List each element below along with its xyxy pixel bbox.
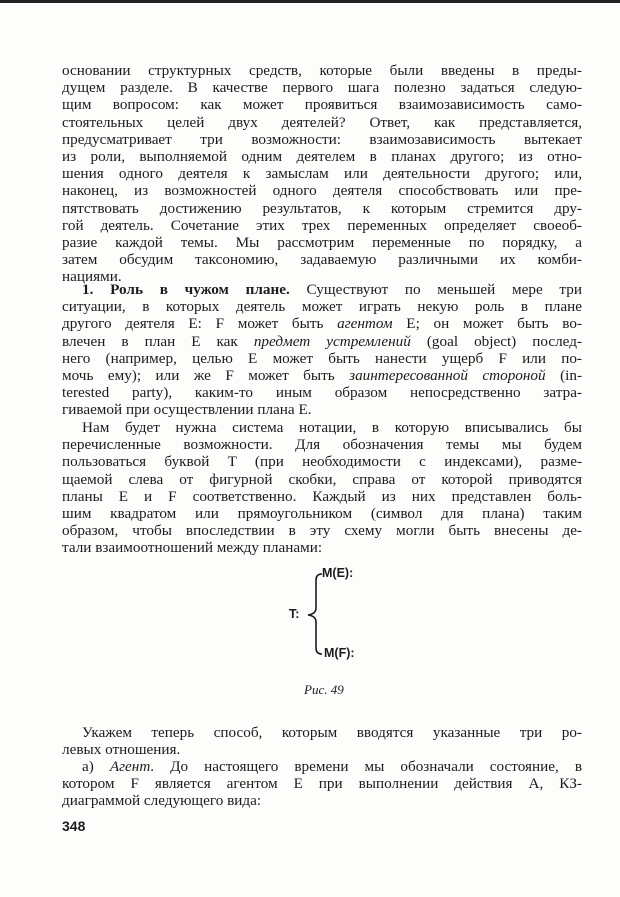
text-line — [62, 315, 582, 332]
text-line: Укажем теперь способ, которым вводятся указанные три ро- — [82, 724, 582, 741]
text-run: (goal object) послед- — [410, 332, 582, 350]
text-run: мочь ему); или же F может быть — [62, 366, 350, 384]
figure-caption: Рис. 49 — [304, 682, 344, 697]
emphasis-term: заинтересованной стороной — [349, 366, 546, 384]
text-line: из роли, выполняемой одним деятелем в планах другого; из отно- — [62, 147, 582, 165]
text-run: E; он может быть во- — [392, 315, 582, 333]
figure-49-diagram — [280, 560, 400, 670]
text-line: перечисленные возможности. Для обозначения темы мы будем — [62, 436, 582, 454]
text-run: а) — [82, 758, 110, 775]
text-line: левых отношения. — [62, 741, 181, 759]
paragraph-intro — [62, 62, 582, 285]
paragraph-role-relations — [62, 724, 582, 758]
text-run: . До настоящего времени мы обозначали состояние, в — [150, 758, 582, 775]
text-line: наконец, из возможностей одного деятеля способствовать или пре- — [62, 182, 582, 200]
text-line: гиваемой при осуществлении плана E. — [62, 401, 312, 419]
text-line: затем обсудим таксономию, задаваемую различными их комби- — [62, 251, 582, 269]
scan-edge — [0, 0, 620, 3]
plan-e-label: M(E): — [322, 566, 354, 580]
text-run: Существуют по меньшей мере три — [289, 281, 582, 298]
plan-f-label: M(F): — [324, 646, 355, 660]
text-line: пользоваться буквой T (при необходимости с индексами), разме- — [62, 453, 582, 471]
text-line: диаграммой следующего вида: — [62, 792, 262, 810]
text-line: terested party), каким-то иным образом непосредственно затра- — [62, 384, 582, 402]
text-line: тали взаимоотношений между планами: — [62, 539, 323, 557]
emphasis-term: агентом — [337, 315, 393, 333]
text-line: котором F является агентом E при выполнении действия A, КЗ- — [62, 775, 582, 793]
text-line: него (например, целью E может быть нанести ущерб F или по- — [62, 349, 582, 367]
emphasis-term: предмет устремлений — [253, 332, 411, 350]
text-line — [62, 367, 582, 384]
text-line: Нам будет нужна система нотации, в которую вписывались бы — [82, 419, 582, 436]
paragraph-agent — [62, 758, 582, 810]
theme-label: T: — [289, 607, 300, 621]
text-line: основании структурных средств, которые были введены в преды- — [62, 62, 582, 79]
text-line — [62, 281, 582, 298]
text-line: шения одного деятеля к замыслам или деятельности другого; или, — [62, 165, 582, 183]
text-run: (in- — [545, 366, 582, 384]
text-line: ситуации, в которых деятель может играть некую роль в плане — [62, 298, 582, 316]
text-line: дущем разделе. В качестве первого шага полезно задаться следую- — [62, 79, 582, 97]
text-run: другого деятеля E: F может быть — [62, 315, 338, 333]
text-line: щим вопросом: как может проявиться взаимозависимость само- — [62, 96, 582, 114]
paragraph-notation — [62, 419, 582, 557]
text-line: шим квадратом или прямоугольником (символ для плана) таким — [62, 504, 582, 522]
emphasis-term: Агент — [109, 758, 151, 775]
section-heading: 1. Роль в чужом плане. — [82, 281, 290, 298]
text-line: планы E и F соответственно. Каждый из них представлен боль- — [62, 487, 582, 505]
text-line — [62, 758, 582, 775]
text-run: влечен в план E как — [62, 332, 254, 350]
text-line: предусматривает три возможности: взаимозависимость вытекает — [62, 130, 582, 148]
text-line: стоятельных целей двух деятелей? Ответ, как представляется, — [62, 113, 582, 131]
page-number: 348 — [62, 818, 86, 834]
text-line: образом, чтобы впоследствии в эту схему могли быть внесены де- — [62, 522, 582, 540]
text-line: нациями. — [62, 268, 122, 286]
text-line: пятствовать достижению результатов, к которым стремится дру- — [62, 199, 582, 217]
paragraph-role-in-other-plan — [62, 281, 582, 419]
text-line: разие каждой темы. Мы рассмотрим переменные по порядку, а — [62, 233, 582, 251]
text-line: гой деятель. Сочетание этих трех переменных определяет своеоб- — [62, 216, 582, 234]
text-line — [62, 333, 582, 350]
text-line: щаемой слева от фигурной скобки, справа от которой приводятся — [62, 470, 582, 488]
